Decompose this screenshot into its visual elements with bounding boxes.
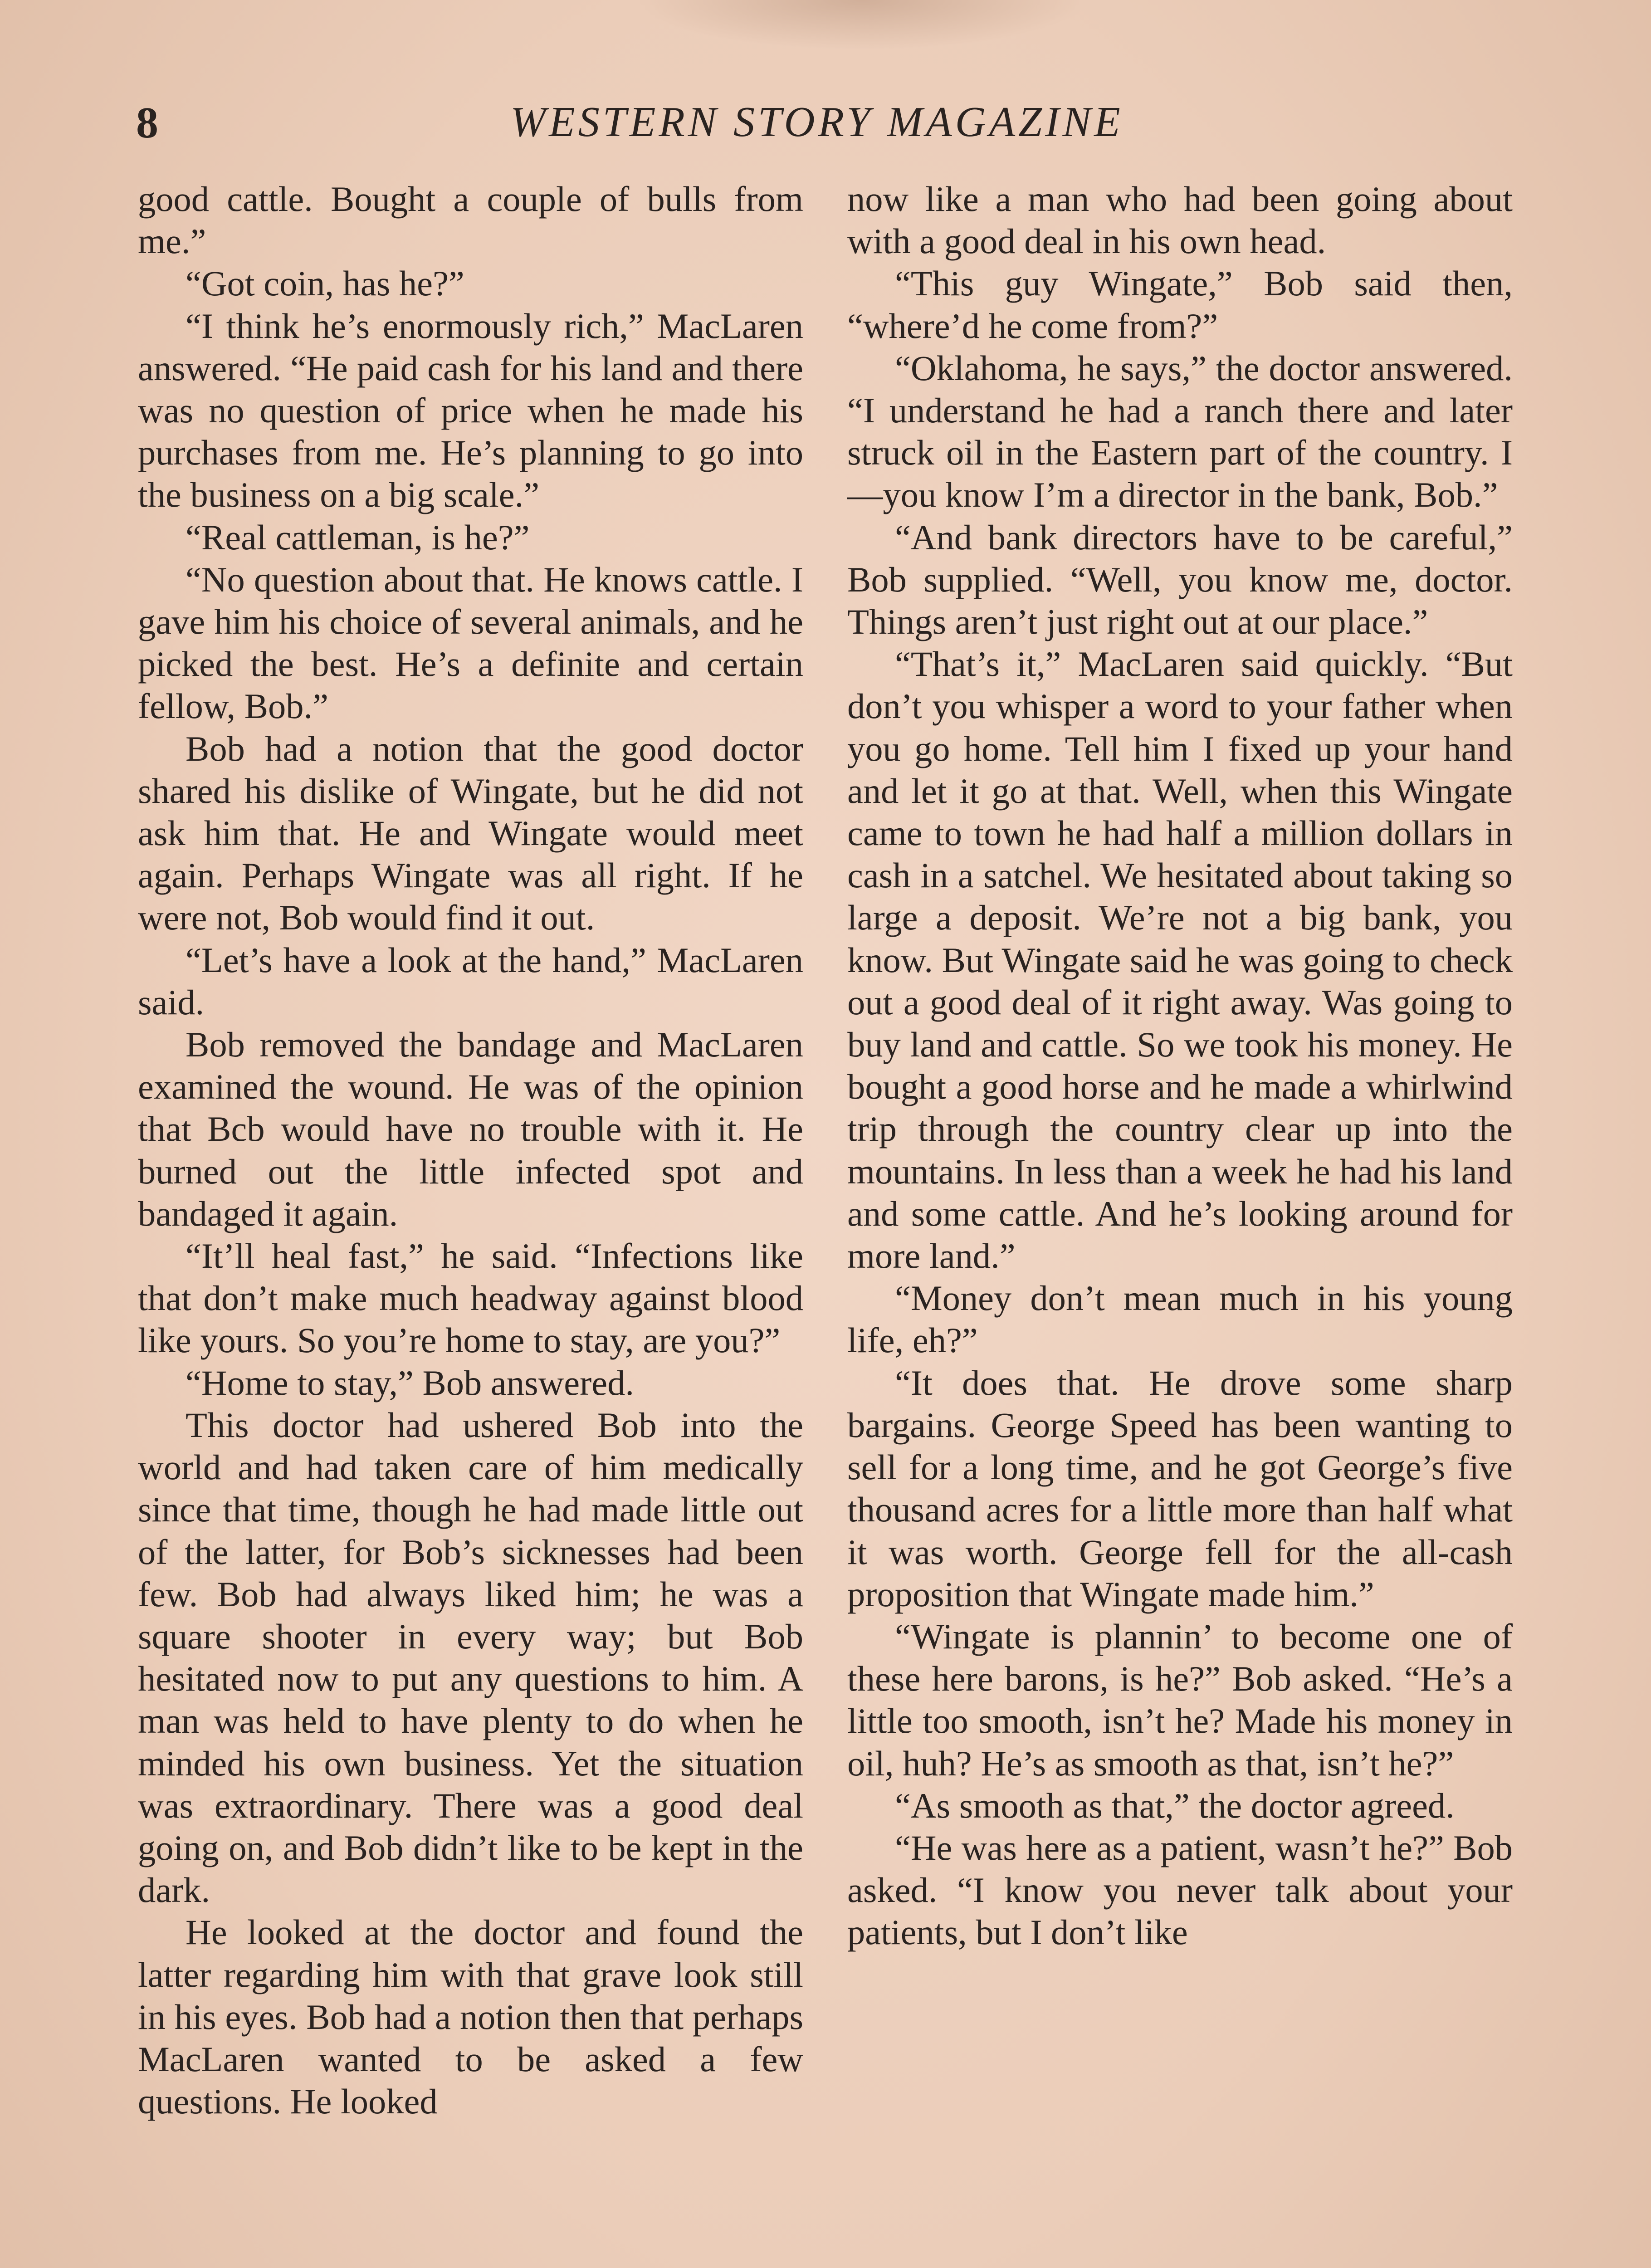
paper-stain [635, 0, 1089, 50]
paragraph: “Money don’t mean much in his young life, eh?” [847, 1278, 1513, 1360]
paragraph: Bob removed the bandage and MacLaren examined the wound. He was of the opinion that Bcb would have no trouble with it. He burned out the little infected spot and bandaged it again. [138, 1025, 803, 1233]
paragraph: “Let’s have a look at the hand,” MacLaren said. [138, 940, 803, 1022]
text-column-right [847, 178, 1513, 1954]
paragraph: “Got coin, has he?” [186, 264, 464, 303]
paragraph: now like a man who had been going about with a good deal in his own head. [847, 179, 1513, 261]
paragraph: “Oklahoma, he says,” the doctor answered. “I understand he had a ranch there and later struck oil in the Eastern part of the country. I—you know I’m a director in the bank, Bob.” [847, 348, 1513, 515]
paragraph: “Wingate is plannin’ to become one of these here barons, is he?” Bob asked. “He’s a little too smooth, isn’t he? Made his money in oil, huh? He’s as smooth as that, isn’t he?” [847, 1616, 1513, 1783]
paragraph: “Real cattleman, is he?” [186, 517, 530, 557]
paragraph: “And bank directors have to be careful,” Bob supplied. “Well, you know me, doctor. Things aren’t just right out at our place.” [847, 517, 1513, 642]
paragraph: He looked at the doctor and found the latter regarding him with that grave look still in his eyes. Bob had a notion then that perhaps MacLaren wanted to be asked a few questions. He looked [138, 1912, 803, 2121]
paragraph: Bob had a notion that the good doctor shared his dislike of Wingate, but he did not ask him that. He and Wingate would meet again. Perhaps Wingate was all right. If he were not, Bob would find it out. [138, 728, 803, 938]
paragraph: “As smooth as that,” the doctor agreed. [895, 1785, 1455, 1825]
paragraph: “It’ll heal fast,” he said. “Infections like that don’t make much headway against blood like yours. So you’re home to stay, are you?” [138, 1236, 803, 1360]
paragraph: This doctor had ushered Bob into the world and had taken care of him medically since that time, though he had made little out of the latter, for Bob’s sicknesses had been few. Bob had always liked him; he was a square shooter in every way; but Bob hesitated now to put any questions to him. A man was held to have plenty to do when he minded his own business. Yet the situation was extraordinary. There was a good deal going on, and Bob didn’t like to be kept in the dark. [138, 1405, 803, 1910]
paragraph: “It does that. He drove some sharp bargains. George Speed has been wanting to sell for a long time, and he got George’s five thousand acres for a little more than half what it was worth. George fell for the all-cash proposition that Wingate made him.” [847, 1363, 1513, 1614]
paragraph: “That’s it,” MacLaren said quickly. “But don’t you whisper a word to your father when you go home. Tell him I fixed up your hand and let it go at that. Well, when this Wingate came to town he had half a million dollars in cash in a satchel. We hesitated about taking so large a deposit. We’re not a big bank, you know. But Wingate said he was going to check out a good deal of it right away. Was going to buy land and cattle. So we took his money. He bought a good horse and he made a whirlwind trip through the country clear up into the mountains. In less than a week he had his land and some cattle. And he’s looking around for more land.” [847, 644, 1513, 1276]
paragraph: “He was here as a patient, wasn’t he?” Bob asked. “I know you never talk about your patients, but I don’t like [847, 1828, 1513, 1952]
text-column-left [138, 178, 803, 2122]
paragraph: “This guy Wingate,” Bob said then, “where’d he come from?” [847, 264, 1513, 346]
paragraph: “No question about that. He knows cattle. I gave him his choice of several animals, and he picked the best. He’s a definite and certain fellow, Bob.” [138, 559, 803, 726]
paragraph: good cattle. Bought a couple of bulls from me.” [138, 179, 803, 261]
page-number: 8 [136, 98, 159, 147]
paragraph: “Home to stay,” Bob answered. [186, 1363, 634, 1403]
running-head: WESTERN STORY MAGAZINE [510, 98, 1123, 146]
paragraph: “I think he’s enormously rich,” MacLaren answered. “He paid cash for his land and there was no question of price when he made his purchases from me. He’s planning to go into the business on a big scale.” [138, 306, 803, 515]
